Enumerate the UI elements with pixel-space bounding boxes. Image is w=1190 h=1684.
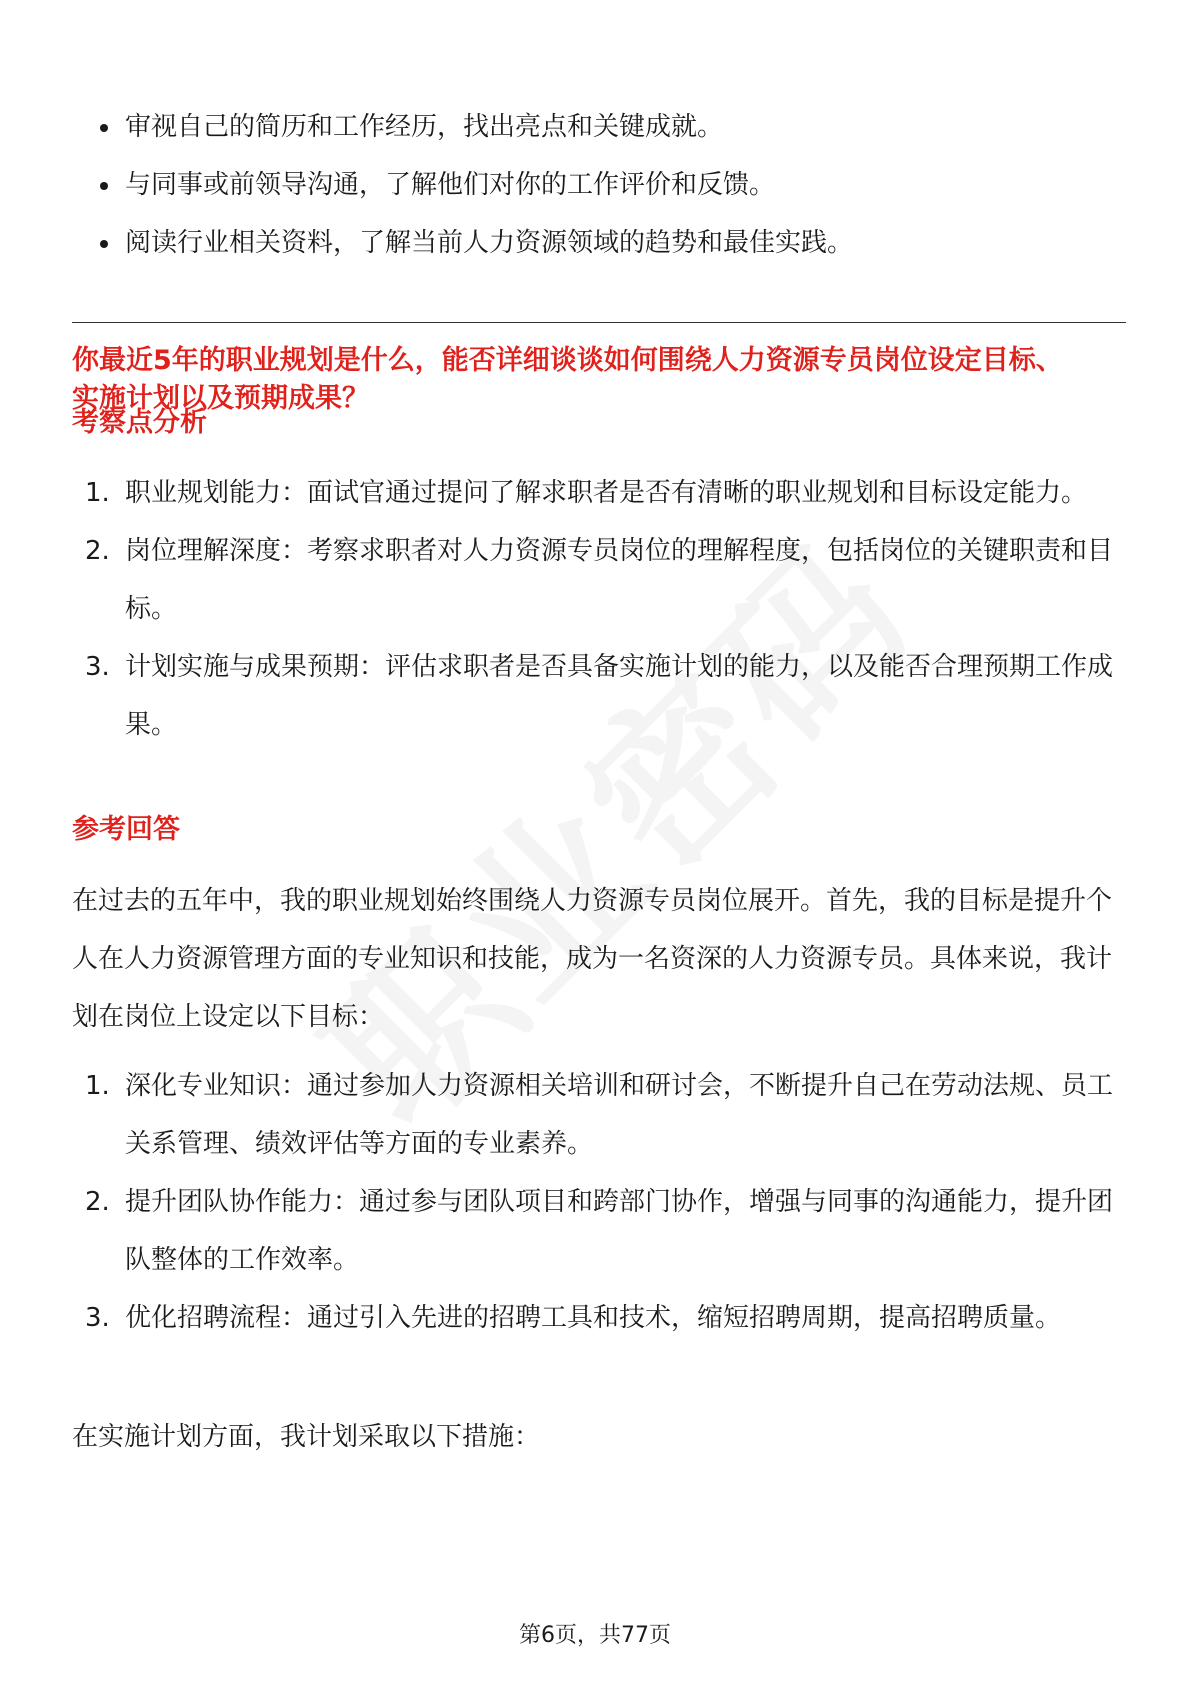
page-footer: 第6页，共77页 xyxy=(519,1623,671,1648)
bullet-item: 与同事或前领导沟通，了解他们对你的工作评价和反馈。 xyxy=(72,156,1126,214)
goal-item xyxy=(72,1057,1126,1173)
analysis-item xyxy=(72,464,1126,522)
item-number: 3. xyxy=(85,652,110,682)
item-text: 提升团队协作能力：通过参与团队项目和跨部门协作，增强与同事的沟通能力，提升团队整体的工作效率。 xyxy=(125,1187,1114,1275)
answer-intro-paragraph: 在过去的五年中，我的职业规划始终围绕人力资源专员岗位展开。首先，我的目标是提升个人在人力资源管理方面的专业知识和技能，成为一名资深的人力资源专员。具体来说，我计划在岗位上设定以下目标： xyxy=(72,886,1113,1032)
item-text: 计划实施与成果预期：评估求职者是否具备实施计划的能力，以及能否合理预期工作成果。 xyxy=(125,652,1114,740)
analysis-title: 考察点分析 xyxy=(72,407,207,438)
document-page xyxy=(72,0,1126,1684)
section-divider xyxy=(72,322,1126,323)
question-heading: 你最近5年的职业规划是什么，能否详细谈谈如何围绕人力资源专员岗位设定目标、实施计划以及预期成果？ xyxy=(72,345,1063,414)
answer-title: 参考回答 xyxy=(72,814,180,845)
item-number: 2. xyxy=(85,1187,110,1217)
item-text: 职业规划能力：面试官通过提问了解求职者是否有清晰的职业规划和目标设定能力。 xyxy=(125,478,1088,508)
item-number: 3. xyxy=(85,1303,110,1333)
item-text: 优化招聘流程：通过引入先进的招聘工具和技术，缩短招聘周期，提高招聘质量。 xyxy=(125,1303,1062,1333)
bullet-item: 阅读行业相关资料，了解当前人力资源领域的趋势和最佳实践。 xyxy=(72,214,1126,272)
item-text: 深化专业知识：通过参加人力资源相关培训和研讨会，不断提升自己在劳动法规、员工关系管理、绩效评估等方面的专业素养。 xyxy=(125,1071,1114,1159)
item-number: 1. xyxy=(85,478,110,508)
goal-item xyxy=(72,1289,1126,1347)
plan-intro-paragraph: 在实施计划方面，我计划采取以下措施： xyxy=(72,1422,541,1452)
item-number: 1. xyxy=(85,1071,110,1101)
goals-list xyxy=(72,1057,1126,1347)
item-text: 岗位理解深度：考察求职者对人力资源专员岗位的理解程度，包括岗位的关键职责和目标。 xyxy=(125,536,1114,624)
analysis-list xyxy=(72,464,1126,754)
intro-bullet-list xyxy=(72,98,1126,272)
goal-item xyxy=(72,1173,1126,1289)
analysis-item xyxy=(72,638,1126,754)
bullet-item: 审视自己的简历和工作经历，找出亮点和关键成就。 xyxy=(72,98,1126,156)
item-number: 2. xyxy=(85,536,110,566)
analysis-item xyxy=(72,522,1126,638)
